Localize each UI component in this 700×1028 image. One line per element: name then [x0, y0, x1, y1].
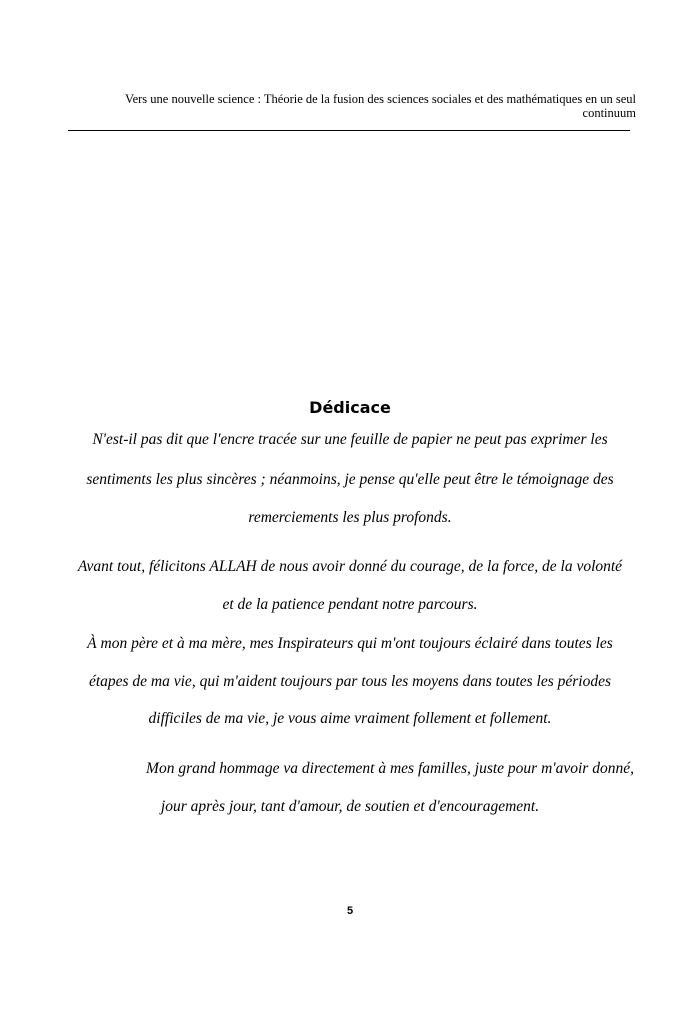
text-line: étapes de ma vie, qui m'aident toujours par tous les moyens dans toutes les périodes	[88, 673, 612, 690]
text-line: jour après jour, tant d'amour, de soutien et d'encouragement.	[160, 798, 540, 815]
running-header-line2: continuum	[582, 106, 636, 120]
text-line: À mon père et à ma mère, mes Inspirateurs qui m'ont toujours éclairé dans toutes les	[87, 635, 613, 652]
running-header-line1: Vers une nouvelle science : Théorie de la fusion des sciences sociales et des mathématiques en un seul	[124, 92, 636, 106]
text-line: Avant tout, félicitons ALLAH de nous avoir donné du courage, de la force, de la volonté	[77, 558, 623, 575]
header-rule	[68, 130, 630, 131]
text-line: Mon grand hommage va directement à mes familles, juste pour m'avoir donné,	[146, 760, 634, 777]
text-line: sentiments les plus sincères ; néanmoins, je pense qu'elle peut être le témoignage des	[86, 471, 614, 488]
text-line: remerciements les plus profonds.	[248, 509, 452, 526]
text-line: N'est-il pas dit que l'encre tracée sur une feuille de papier ne peut pas exprimer les	[92, 431, 608, 448]
page-title: Dédicace	[309, 398, 391, 417]
text-line: difficiles de ma vie, je vous aime vraiment follement et follement.	[148, 710, 552, 727]
page-number: 5	[346, 905, 354, 917]
text-line: et de la patience pendant notre parcours.	[222, 596, 478, 613]
